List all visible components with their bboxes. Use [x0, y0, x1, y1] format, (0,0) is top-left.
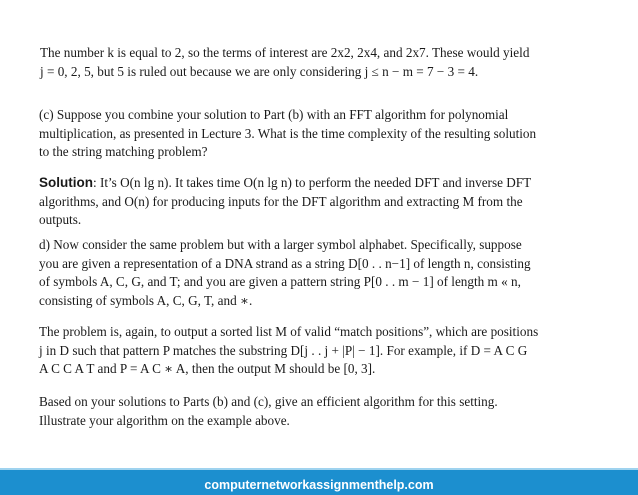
part-c-line-2: multiplication, as presented in Lecture 3. What is the time complexity of the resulting solution	[39, 125, 537, 141]
solution-line-1-text: : It’s O(n lg n). It takes time O(n lg n) to perform the needed DFT and inverse DFT	[93, 175, 532, 190]
based-line-1: Based on your solutions to Parts (b) and (c), give an efficient algorithm for this setting.	[39, 394, 498, 409]
footer-website-link[interactable]: computernetworkassignmenthelp.com	[204, 478, 434, 492]
solution-line-2: algorithms, and O(n) for producing inputs for the DFT algorithm and extracting M from the	[39, 193, 523, 209]
problem-line-1: The problem is, again, to output a sorted list M of valid “match positions”, which are positions	[39, 324, 539, 339]
intro-line-1: The number k is equal to 2, so the terms of interest are 2x2, 2x4, and 2x7. These would yield	[40, 45, 530, 60]
problem-paragraph	[39, 323, 599, 379]
part-d-line-1: d) Now consider the same problem but with a larger symbol alphabet. Specifically, suppose	[39, 237, 522, 252]
part-d-line-2: you are given a representation of a DNA strand as a string D[0 . . n−1] of length n, consisting	[39, 255, 531, 271]
intro-line-2: j = 0, 2, 5, but 5 is ruled out because we are only considering j ≤ n − m = 7 − 3 = 4.	[40, 63, 479, 79]
part-d-line-3: of symbols A, C, G, and T; and you are given a pattern string P[0 . . m − 1] of length m « n,	[39, 274, 521, 289]
solution-label: Solution	[39, 175, 93, 190]
part-d-paragraph	[39, 236, 599, 310]
solution-line-3: outputs.	[39, 212, 82, 227]
based-line-2: Illustrate your algorithm on the example above.	[39, 412, 290, 428]
part-c-paragraph	[39, 106, 599, 162]
solution-paragraph	[39, 174, 599, 230]
part-d-line-4: consisting of symbols A, C, G, T, and ∗.	[39, 292, 253, 308]
based-paragraph	[39, 393, 599, 430]
part-c-line-1: (c) Suppose you combine your solution to Part (b) with an FFT algorithm for polynomial	[39, 107, 509, 122]
intro-paragraph	[40, 44, 600, 81]
part-c-line-3: to the string matching problem?	[39, 144, 208, 159]
footer-bar	[0, 468, 638, 495]
problem-line-2: j in D such that pattern P matches the substring D[j . . j + |P| − 1]. For example, if D = A C G	[39, 342, 528, 358]
problem-line-3: A C C A T and P = A C ∗ A, then the output M should be [0, 3].	[39, 361, 376, 376]
solution-line-1	[39, 174, 599, 193]
